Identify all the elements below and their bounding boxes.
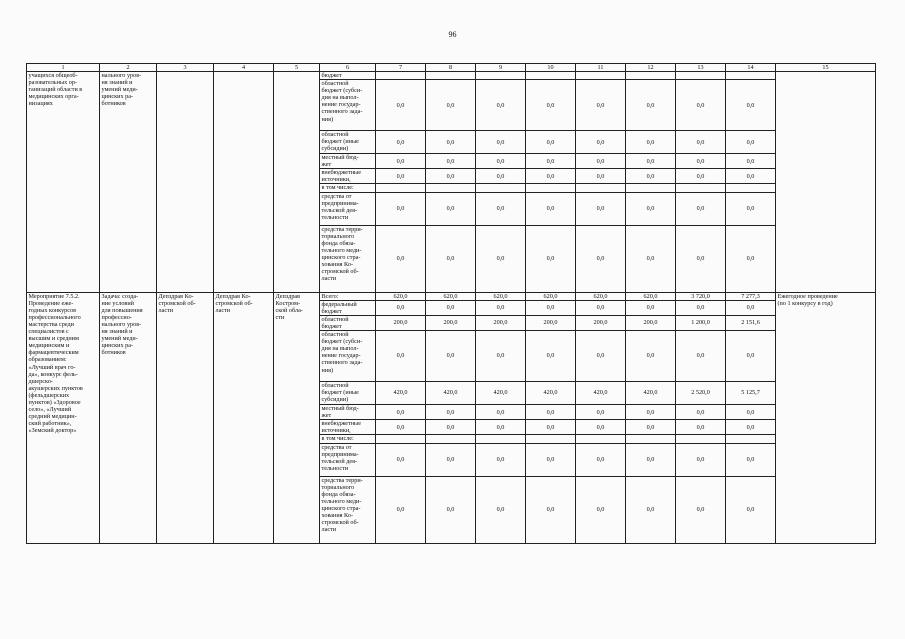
- amount-cell: 0,0: [426, 154, 476, 169]
- amount-cell: 0,0: [376, 405, 426, 420]
- executor-cell: [274, 72, 320, 293]
- amount-cell: 0,0: [426, 300, 476, 315]
- amount-cell: 0,0: [426, 405, 476, 420]
- amount-cell: 0,0: [726, 80, 776, 131]
- amount-cell: 200,0: [426, 315, 476, 330]
- amount-cell: 0,0: [376, 192, 426, 225]
- amount-cell: 0,0: [726, 154, 776, 169]
- amount-cell: 0,0: [426, 331, 476, 382]
- amount-cell: 0,0: [676, 443, 726, 476]
- amount-cell: [676, 435, 726, 443]
- amount-cell: 0,0: [526, 331, 576, 382]
- table-body: [27, 64, 876, 544]
- page-number: 96: [448, 30, 457, 39]
- funding-source-cell: Всего:: [320, 292, 376, 300]
- coordinator-cell: Депздрав Ко- стромской об- ласти: [214, 292, 274, 543]
- amount-cell: [426, 184, 476, 192]
- amount-cell: [476, 184, 526, 192]
- amount-cell: 0,0: [426, 225, 476, 292]
- amount-cell: 0,0: [726, 225, 776, 292]
- amount-cell: [676, 184, 726, 192]
- amount-cell: 0,0: [576, 169, 626, 184]
- col-header-2: 2: [100, 64, 157, 72]
- funding-source-cell: средства от предпринима- тельской дея- тельности: [320, 192, 376, 225]
- funding-source-cell: местный бюд- жет: [320, 405, 376, 420]
- amount-cell: 0,0: [476, 225, 526, 292]
- column-number-row: [27, 64, 876, 72]
- amount-cell: 0,0: [576, 80, 626, 131]
- customer-cell: Депздрав Ко- стромской об- ласти: [157, 292, 214, 543]
- amount-cell: [626, 72, 676, 80]
- amount-cell: 0,0: [476, 476, 526, 543]
- amount-cell: 0,0: [576, 192, 626, 225]
- amount-cell: 0,0: [576, 225, 626, 292]
- program-table: [26, 63, 876, 544]
- amount-cell: 0,0: [726, 405, 776, 420]
- amount-cell: 0,0: [676, 225, 726, 292]
- amount-cell: 0,0: [476, 331, 526, 382]
- amount-cell: 0,0: [676, 131, 726, 154]
- amount-cell: 0,0: [626, 169, 676, 184]
- amount-cell: 0,0: [376, 300, 426, 315]
- amount-cell: 0,0: [626, 192, 676, 225]
- amount-cell: 0,0: [376, 225, 426, 292]
- amount-cell: 0,0: [726, 443, 776, 476]
- funding-source-cell: бюджет: [320, 72, 376, 80]
- amount-cell: [426, 435, 476, 443]
- amount-cell: 0,0: [376, 131, 426, 154]
- amount-cell: 200,0: [526, 315, 576, 330]
- amount-cell: 0,0: [726, 476, 776, 543]
- amount-cell: 0,0: [376, 80, 426, 131]
- amount-cell: 0,0: [426, 169, 476, 184]
- table-row: [27, 292, 876, 300]
- amount-cell: [376, 184, 426, 192]
- amount-cell: 0,0: [676, 192, 726, 225]
- funding-source-cell: средства терри- ториального фонда обяза- тельного меди- цинского стра- хования Ко- стромской об- ласти: [320, 225, 376, 292]
- amount-cell: 0,0: [376, 331, 426, 382]
- amount-cell: 0,0: [576, 131, 626, 154]
- amount-cell: 0,0: [676, 331, 726, 382]
- amount-cell: 620,0: [626, 292, 676, 300]
- table-row: [27, 72, 876, 80]
- coordinator-cell: [214, 72, 274, 293]
- amount-cell: 420,0: [426, 382, 476, 405]
- amount-cell: 2 520,0: [676, 382, 726, 405]
- funding-source-cell: в том числе:: [320, 435, 376, 443]
- amount-cell: [526, 184, 576, 192]
- task-cell: Задача: созда- ние условий для повышения профессио- нального уров- ня знаний и умений меди- цинских ра- ботников: [100, 292, 157, 543]
- amount-cell: 0,0: [526, 300, 576, 315]
- funding-source-cell: федеральный бюджет: [320, 300, 376, 315]
- amount-cell: 0,0: [626, 443, 676, 476]
- amount-cell: 0,0: [676, 80, 726, 131]
- funding-source-cell: областной бюджет: [320, 315, 376, 330]
- funding-source-cell: внебюджетные источники,: [320, 420, 376, 435]
- amount-cell: 200,0: [626, 315, 676, 330]
- amount-cell: 200,0: [376, 315, 426, 330]
- amount-cell: 0,0: [476, 80, 526, 131]
- amount-cell: [726, 435, 776, 443]
- col-header-4: 4: [214, 64, 274, 72]
- amount-cell: 0,0: [576, 154, 626, 169]
- amount-cell: 0,0: [476, 443, 526, 476]
- col-header-7: 7: [376, 64, 426, 72]
- amount-cell: 0,0: [626, 420, 676, 435]
- funding-source-cell: областной бюджет (субси- дия на выпол- нение государ- ственного зада- ния): [320, 80, 376, 131]
- amount-cell: 420,0: [376, 382, 426, 405]
- amount-cell: 0,0: [376, 420, 426, 435]
- amount-cell: 0,0: [576, 300, 626, 315]
- amount-cell: 0,0: [476, 300, 526, 315]
- amount-cell: [526, 72, 576, 80]
- amount-cell: 0,0: [426, 192, 476, 225]
- amount-cell: 0,0: [726, 192, 776, 225]
- amount-cell: [426, 72, 476, 80]
- amount-cell: 0,0: [576, 476, 626, 543]
- measure-name-cell: Мероприятие 7.5.2. Проведение еже- годных конкурсов профессионального мастерства среди специалистов с высшим и средним медицинским и фармацевтическим образованием: «Лучший врач го- да», конкурс фель- дшерско- акушерских пунктов (фельдшерских пунктов) «Здоровое село», «Лучший средний медицин- ский работник», «Земский доктор»: [27, 292, 100, 543]
- amount-cell: 0,0: [426, 443, 476, 476]
- col-header-12: 12: [626, 64, 676, 72]
- amount-cell: 0,0: [526, 192, 576, 225]
- amount-cell: 420,0: [476, 382, 526, 405]
- amount-cell: 0,0: [576, 420, 626, 435]
- amount-cell: 0,0: [626, 154, 676, 169]
- amount-cell: [376, 72, 426, 80]
- amount-cell: 0,0: [426, 80, 476, 131]
- col-header-8: 8: [426, 64, 476, 72]
- amount-cell: 0,0: [676, 405, 726, 420]
- amount-cell: [626, 184, 676, 192]
- amount-cell: 0,0: [476, 192, 526, 225]
- amount-cell: 0,0: [626, 225, 676, 292]
- amount-cell: 0,0: [426, 131, 476, 154]
- amount-cell: 0,0: [676, 154, 726, 169]
- amount-cell: 0,0: [476, 169, 526, 184]
- amount-cell: 0,0: [576, 331, 626, 382]
- col-header-6: 6: [320, 64, 376, 72]
- col-header-13: 13: [676, 64, 726, 72]
- amount-cell: 0,0: [626, 300, 676, 315]
- amount-cell: 0,0: [476, 131, 526, 154]
- executor-cell: Депздрав Костром- ской обла- сти: [274, 292, 320, 543]
- amount-cell: 0,0: [676, 169, 726, 184]
- amount-cell: 0,0: [476, 420, 526, 435]
- amount-cell: 0,0: [526, 169, 576, 184]
- amount-cell: 0,0: [526, 154, 576, 169]
- amount-cell: [526, 435, 576, 443]
- amount-cell: 200,0: [576, 315, 626, 330]
- amount-cell: 0,0: [526, 131, 576, 154]
- amount-cell: [576, 72, 626, 80]
- customer-cell: [157, 72, 214, 293]
- funding-source-cell: средства от предпринима- тельской дея- тельности: [320, 443, 376, 476]
- amount-cell: [626, 435, 676, 443]
- col-header-10: 10: [526, 64, 576, 72]
- amount-cell: 0,0: [676, 300, 726, 315]
- amount-cell: [726, 72, 776, 80]
- amount-cell: 620,0: [576, 292, 626, 300]
- amount-cell: 0,0: [526, 443, 576, 476]
- amount-cell: 420,0: [526, 382, 576, 405]
- amount-cell: 0,0: [626, 476, 676, 543]
- amount-cell: 0,0: [576, 443, 626, 476]
- amount-cell: 0,0: [726, 420, 776, 435]
- amount-cell: 0,0: [726, 300, 776, 315]
- amount-cell: 420,0: [626, 382, 676, 405]
- amount-cell: [576, 184, 626, 192]
- amount-cell: 0,0: [526, 225, 576, 292]
- funding-source-cell: областной бюджет (иные субсидии): [320, 382, 376, 405]
- funding-source-cell: средства терри- ториального фонда обяза- тельного меди- цинского стра- хования Ко- стромской об- ласти: [320, 476, 376, 543]
- amount-cell: [576, 435, 626, 443]
- amount-cell: 2 151,6: [726, 315, 776, 330]
- amount-cell: 3 720,0: [676, 292, 726, 300]
- amount-cell: [676, 72, 726, 80]
- amount-cell: 0,0: [426, 420, 476, 435]
- amount-cell: [476, 72, 526, 80]
- amount-cell: 7 277,3: [726, 292, 776, 300]
- amount-cell: 0,0: [476, 405, 526, 420]
- col-header-15: 15: [776, 64, 876, 72]
- amount-cell: 0,0: [626, 405, 676, 420]
- col-header-5: 5: [274, 64, 320, 72]
- measure-name-cell: учащихся общеоб- разовательных ор- ганизаций области в медицинских орга- низациях: [27, 72, 100, 293]
- amount-cell: 420,0: [576, 382, 626, 405]
- funding-source-cell: областной бюджет (иные субсидии): [320, 131, 376, 154]
- amount-cell: 620,0: [426, 292, 476, 300]
- amount-cell: 0,0: [376, 154, 426, 169]
- amount-cell: 0,0: [376, 443, 426, 476]
- col-header-9: 9: [476, 64, 526, 72]
- task-cell: нального уров- ня знаний и умений меди- цинских ра- ботников: [100, 72, 157, 293]
- funding-source-cell: в том числе:: [320, 184, 376, 192]
- funding-source-cell: внебюджетные источники,: [320, 169, 376, 184]
- amount-cell: 0,0: [726, 131, 776, 154]
- funding-source-cell: местный бюд- жет: [320, 154, 376, 169]
- amount-cell: 0,0: [476, 154, 526, 169]
- col-header-14: 14: [726, 64, 776, 72]
- amount-cell: 5 125,7: [726, 382, 776, 405]
- amount-cell: [376, 435, 426, 443]
- amount-cell: 620,0: [376, 292, 426, 300]
- col-header-3: 3: [157, 64, 214, 72]
- col-header-1: 1: [27, 64, 100, 72]
- amount-cell: 0,0: [626, 80, 676, 131]
- amount-cell: 620,0: [476, 292, 526, 300]
- result-cell: Ежегодное проведение (по 1 конкурсу в год): [776, 292, 876, 543]
- amount-cell: 0,0: [726, 169, 776, 184]
- amount-cell: 0,0: [526, 476, 576, 543]
- amount-cell: 0,0: [676, 420, 726, 435]
- amount-cell: 0,0: [576, 405, 626, 420]
- amount-cell: 0,0: [526, 405, 576, 420]
- amount-cell: 1 200,0: [676, 315, 726, 330]
- amount-cell: 0,0: [726, 331, 776, 382]
- amount-cell: 0,0: [626, 331, 676, 382]
- col-header-11: 11: [576, 64, 626, 72]
- amount-cell: 0,0: [526, 420, 576, 435]
- amount-cell: 0,0: [626, 131, 676, 154]
- amount-cell: 0,0: [376, 476, 426, 543]
- amount-cell: 620,0: [526, 292, 576, 300]
- result-cell: [776, 72, 876, 293]
- amount-cell: [476, 435, 526, 443]
- amount-cell: 0,0: [676, 476, 726, 543]
- amount-cell: 200,0: [476, 315, 526, 330]
- amount-cell: 0,0: [526, 80, 576, 131]
- amount-cell: 0,0: [376, 169, 426, 184]
- amount-cell: [726, 184, 776, 192]
- amount-cell: 0,0: [426, 476, 476, 543]
- funding-source-cell: областной бюджет (субси- дия на выпол- нение государ- ственного зада- ния): [320, 331, 376, 382]
